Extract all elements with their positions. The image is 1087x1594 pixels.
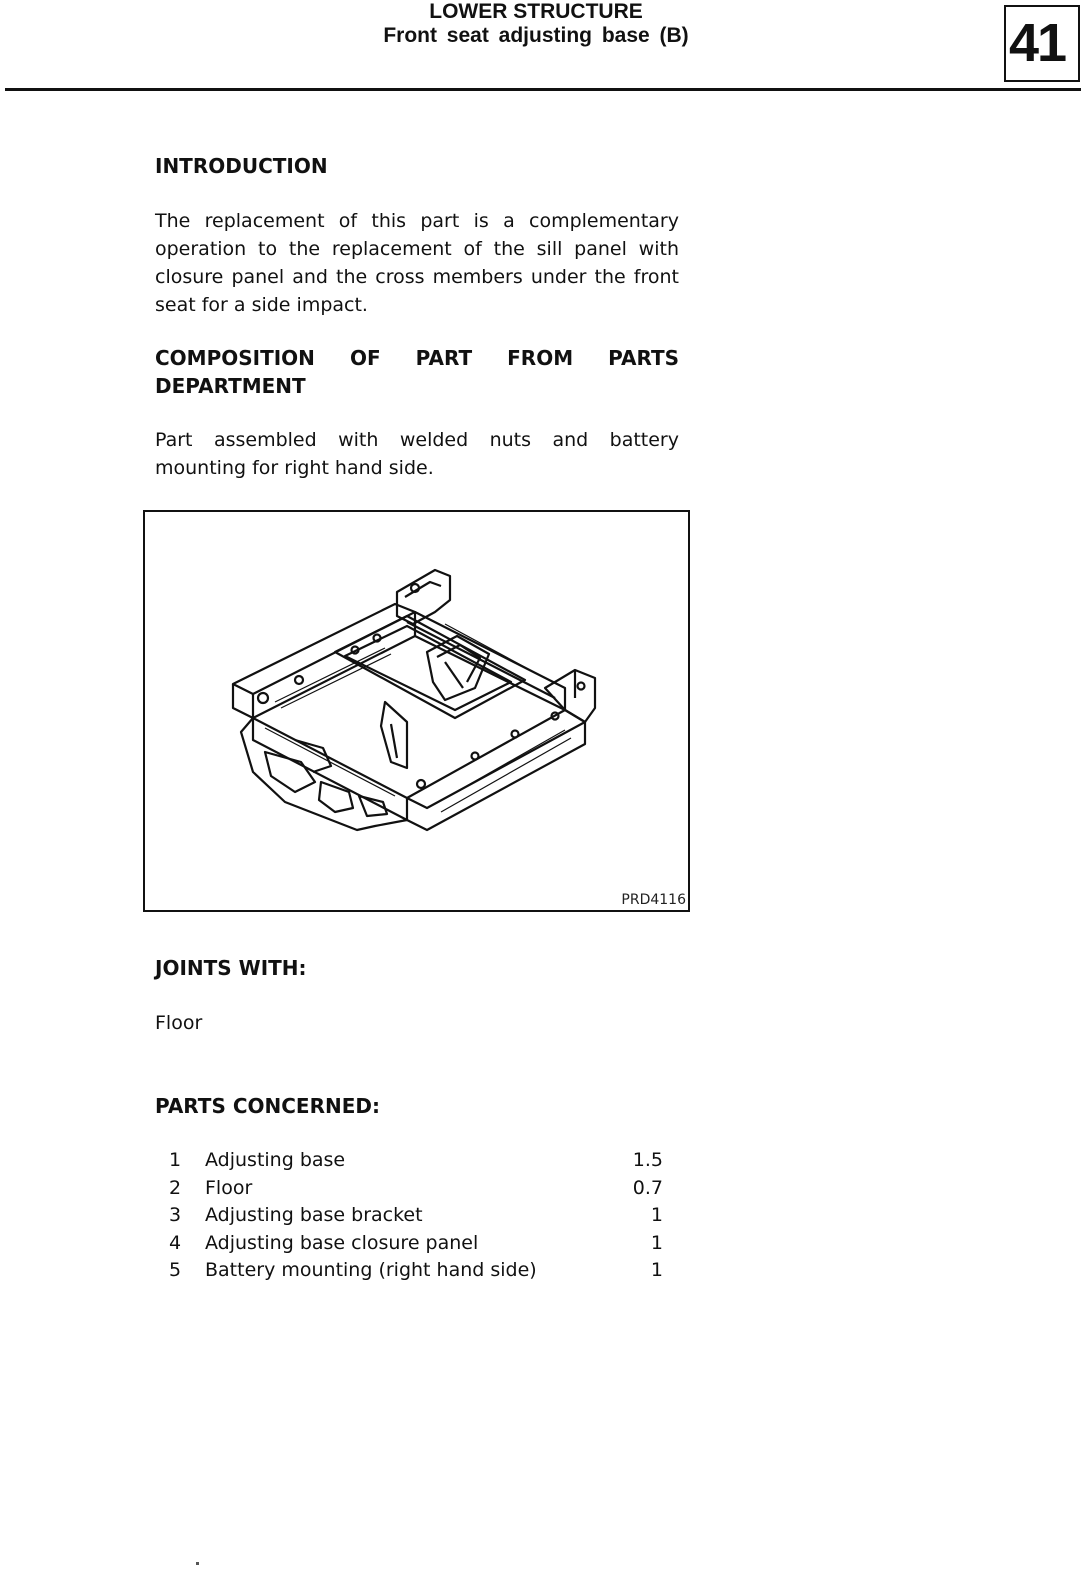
- composition-section: [155, 344, 679, 400]
- part-name: Floor: [205, 1176, 253, 1199]
- section-title: LOWER STRUCTURE: [429, 0, 643, 23]
- parts-section: [155, 1092, 689, 1120]
- figure-reference: PRD4116: [621, 892, 686, 908]
- part-number: 1: [169, 1149, 182, 1171]
- introduction-heading: INTRODUCTION: [155, 154, 328, 178]
- part-name: Adjusting base bracket: [205, 1204, 423, 1226]
- parts-table: [163, 1147, 663, 1285]
- part-number: 3: [169, 1204, 182, 1226]
- part-quantity: 1: [650, 1231, 663, 1254]
- table-row: [163, 1202, 663, 1230]
- part-quantity: 1.5: [632, 1149, 663, 1171]
- seat-base-drawing: [145, 512, 688, 910]
- composition-heading: COMPOSITION OF PART FROM PARTS DEPARTMENT: [155, 346, 679, 398]
- joints-section: [155, 954, 689, 982]
- part-illustration: [143, 510, 690, 912]
- header-divider: [5, 88, 1081, 91]
- part-number: 4: [169, 1231, 182, 1254]
- part-name: Adjusting base closure panel: [205, 1231, 479, 1254]
- part-number: 5: [169, 1259, 182, 1281]
- part-quantity: 1: [650, 1204, 663, 1226]
- parts-heading: PARTS CONCERNED:: [155, 1094, 380, 1118]
- table-row: [163, 1257, 663, 1285]
- table-row: [163, 1175, 663, 1203]
- joints-text: Floor: [155, 1012, 203, 1034]
- part-name: Adjusting base: [205, 1149, 346, 1171]
- table-row: [163, 1230, 663, 1258]
- introduction-section: [155, 152, 689, 180]
- part-quantity: 1: [650, 1259, 663, 1281]
- joints-body: [155, 1009, 689, 1037]
- part-quantity: 0.7: [632, 1176, 663, 1199]
- composition-body: [155, 426, 679, 482]
- table-row: [163, 1147, 663, 1175]
- part-name: Battery mounting (right hand side): [205, 1259, 537, 1281]
- introduction-text: The replacement of this part is a complementary operation to the replacement of the sill panel with closure panel and the cross members under the front seat for a side impact.: [155, 210, 679, 316]
- scan-dot: [196, 1562, 199, 1565]
- composition-text: Part assembled with welded nuts and battery mounting for right hand side.: [155, 429, 679, 479]
- chapter-number-box: 41: [1004, 5, 1080, 82]
- page-subtitle: Front seat adjusting base (B): [383, 24, 689, 47]
- joints-heading: JOINTS WITH:: [155, 956, 307, 980]
- introduction-body: [155, 207, 679, 319]
- part-number: 2: [169, 1176, 182, 1199]
